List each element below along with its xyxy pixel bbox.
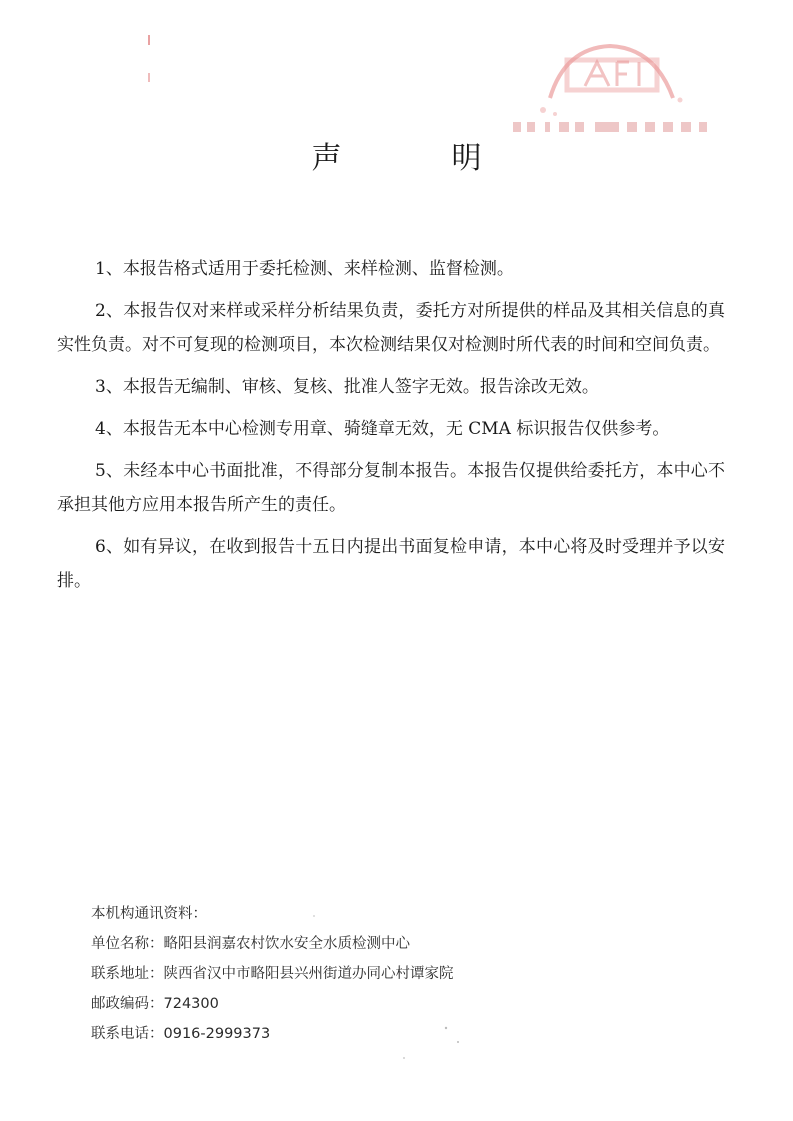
seal-edge-mark	[146, 35, 152, 85]
address-value: 陕西省汉中市略阳县兴州街道办同心村谭家院	[163, 966, 454, 982]
phone-label: 联系电话：	[91, 1026, 164, 1042]
statement-item-2: 2、本报告仅对来样或采样分析结果负责，委托方对所提供的样品及其相关信息的真实性负责。对不可复现的检测项目，本次检测结果仅对检测时所代表的时间和空间负责。	[57, 301, 725, 355]
contact-postcode-row	[91, 989, 651, 1019]
contact-unit-row	[91, 929, 651, 959]
statement-item-5: 5、未经本中心书面批准，不得部分复制本报告。本报告仅提供给委托方，本中心不承担其他方应用本报告所产生的责任。	[57, 461, 725, 515]
partial-seal-stamp	[505, 38, 715, 138]
unit-name-label: 单位名称：	[91, 936, 164, 952]
postcode-value: 724300	[163, 996, 219, 1012]
contact-heading: 本机构通讯资料：	[91, 906, 207, 922]
statement-item-3: 3、本报告无编制、审核、复核、批准人签字无效。报告涂改无效。	[95, 377, 599, 397]
phone-value: 0916-2999373	[163, 1026, 271, 1042]
postcode-label: 邮政编码：	[91, 996, 164, 1012]
statement-item-4: 4、本报告无本中心检测专用章、骑缝章无效，无 CMA 标识报告仅供参考。	[95, 419, 670, 439]
unit-name-value: 略阳县润嘉农村饮水安全水质检测中心	[163, 936, 410, 952]
statement-item-6: 6、如有异议，在收到报告十五日内提出书面复检申请，本中心将及时受理并予以安排。	[57, 537, 725, 591]
contact-phone-row	[91, 1019, 651, 1049]
contact-info-block	[91, 899, 651, 1049]
address-label: 联系地址：	[91, 966, 164, 982]
contact-address-row	[91, 959, 651, 989]
statement-list	[57, 252, 725, 606]
statement-item-1: 1、本报告格式适用于委托检测、来样检测、监督检测。	[95, 259, 514, 279]
page-title: 声 明	[311, 141, 522, 176]
